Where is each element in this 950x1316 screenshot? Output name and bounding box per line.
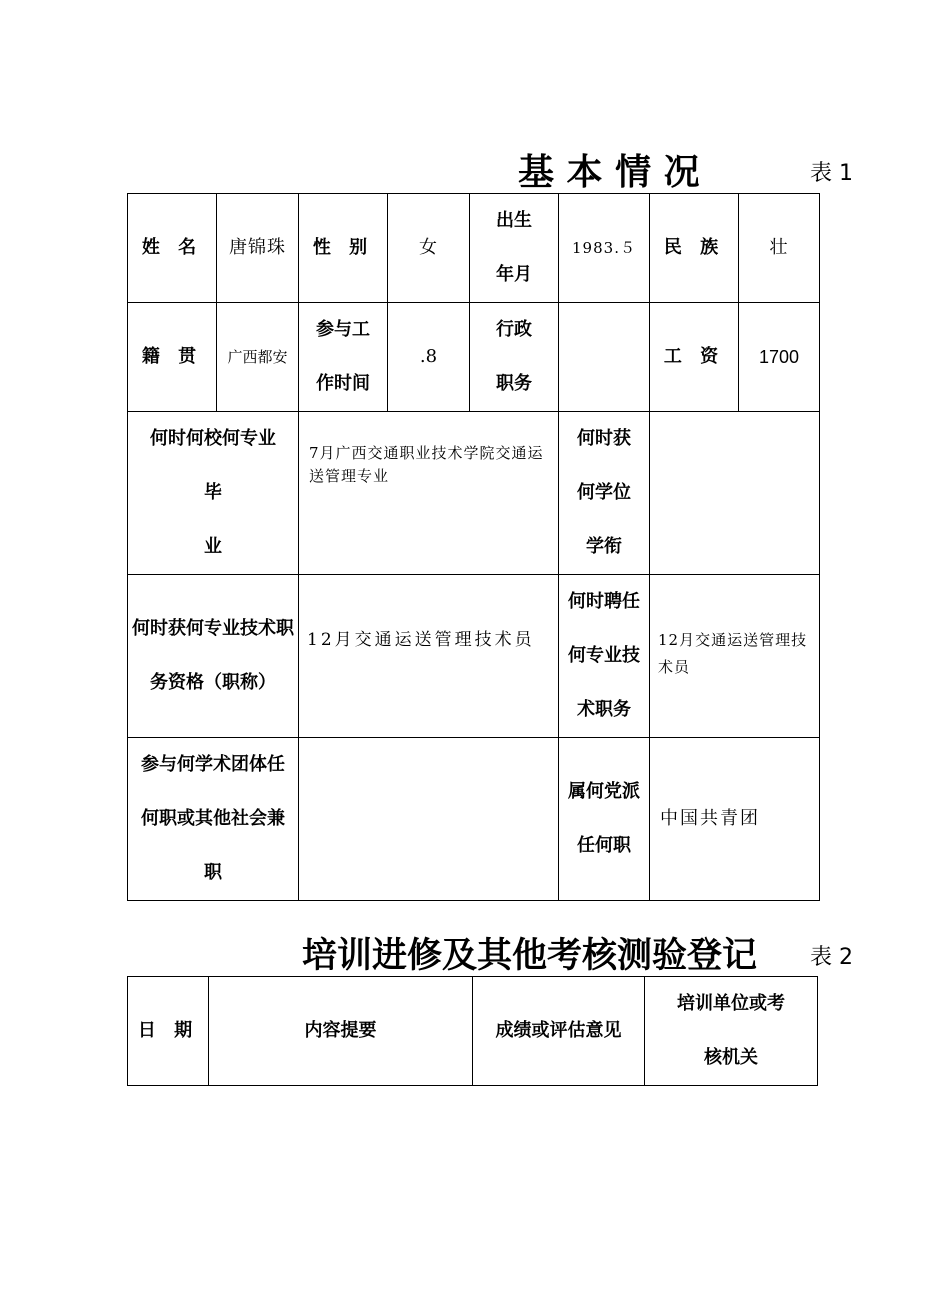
salary-label: 工 资	[650, 303, 739, 412]
academic-label: 参与何学术团体任何职或其他社会兼职	[128, 738, 299, 901]
graduation-label-line2: 毕 业	[204, 482, 268, 557]
graduation-label-line1: 何时何校何专业	[150, 428, 276, 449]
work-time-value: .8	[388, 303, 470, 412]
gender-value: 女	[388, 194, 470, 303]
appointed-label: 何时聘任何专业技术职务	[559, 575, 650, 738]
graduation-value: 7月广西交通职业技术学院交通运送管理专业	[299, 412, 559, 575]
score-header: 成绩或评估意见	[473, 977, 645, 1086]
table1-title: 基 本 情 况	[518, 151, 700, 193]
ethnic-label: 民 族	[650, 194, 739, 303]
table2-label: 表 2	[810, 945, 853, 970]
name-value: 唐锦珠	[217, 194, 299, 303]
institution-header: 培训单位或考核机关	[645, 977, 818, 1086]
ethnic-value: 壮	[739, 194, 820, 303]
table2-title: 培训进修及其他考核测验登记	[302, 935, 758, 976]
name-label: 姓 名	[128, 194, 217, 303]
native-label: 籍 贯	[128, 303, 217, 412]
training-table	[127, 976, 818, 1086]
academic-value	[299, 738, 559, 901]
qualification-value: 12月交通运送管理技术员	[299, 575, 559, 738]
gender-label: 性 别	[299, 194, 388, 303]
admin-post-value	[559, 303, 650, 412]
table1-label: 表 1	[810, 161, 853, 186]
native-value: 广西都安	[217, 303, 299, 412]
qualification-label: 何时获何专业技术职务资格（职称）	[128, 575, 299, 738]
salary-value: 1700	[739, 303, 820, 412]
content-header: 内容提要	[209, 977, 473, 1086]
birth-label: 出生年月	[470, 194, 559, 303]
appointed-value: 12月交通运送管理技术员	[650, 575, 820, 738]
basic-info-table	[127, 193, 820, 901]
birth-value: 1983.５	[559, 194, 650, 303]
date-header: 日 期	[128, 977, 209, 1086]
admin-post-label: 行政职务	[470, 303, 559, 412]
work-time-label: 参与工作时间	[299, 303, 388, 412]
degree-value	[650, 412, 820, 575]
party-label: 属何党派任何职	[559, 738, 650, 901]
degree-label: 何时获何学位学衔	[559, 412, 650, 575]
party-value: 中国共青团	[650, 738, 820, 901]
graduation-label	[128, 412, 299, 575]
